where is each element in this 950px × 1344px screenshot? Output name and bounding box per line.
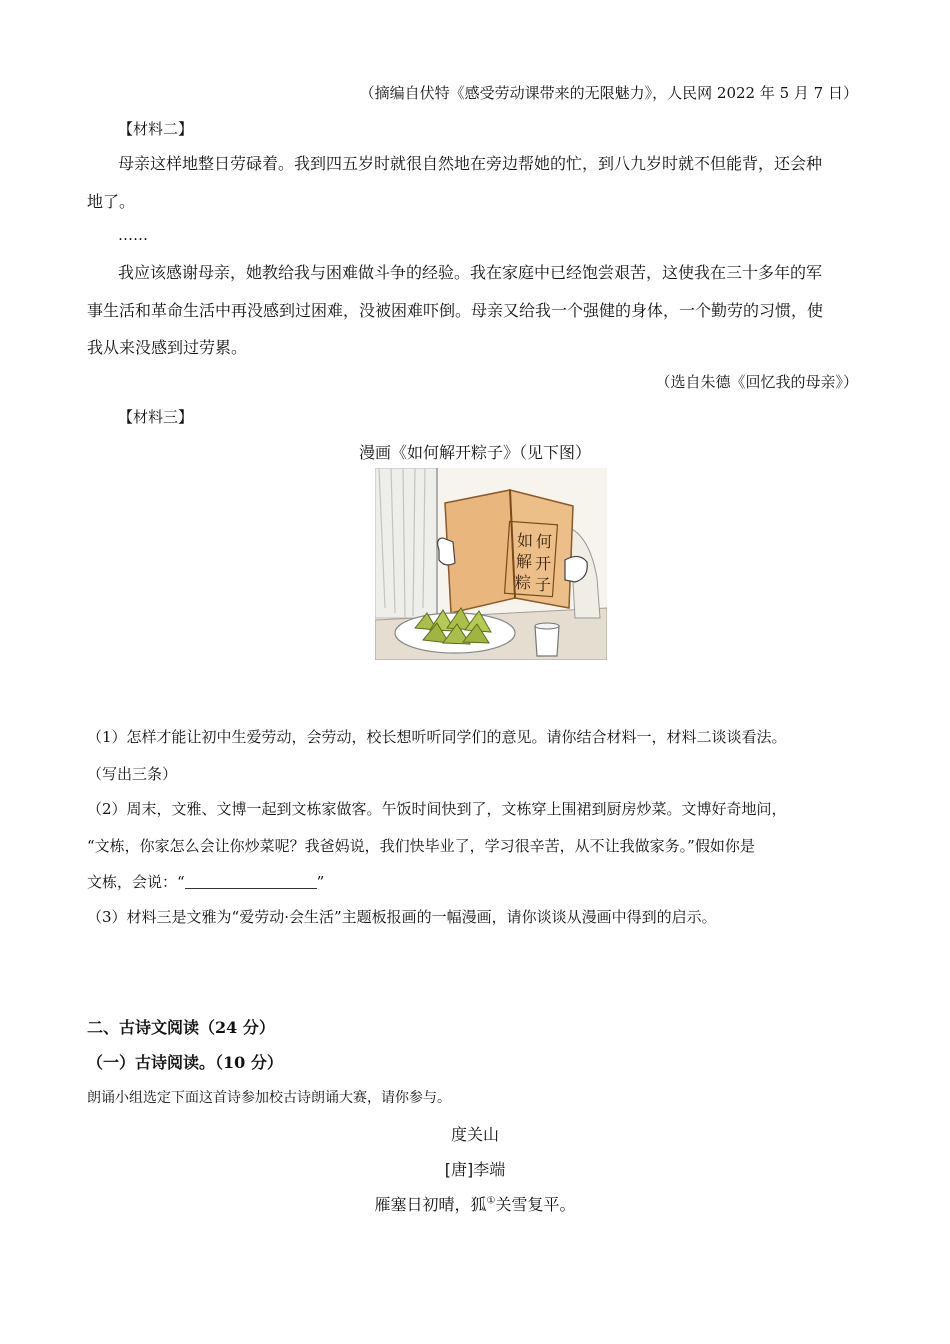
poem-author: [唐]李端 (444, 1160, 506, 1179)
question-1-line2: （写出三条） (87, 765, 178, 783)
question-2-prefix: 文栋，会说：“ (87, 873, 185, 891)
answer-blank[interactable] (185, 874, 317, 889)
source-citation-2: （选自朱德《回忆我的母亲》） (655, 373, 858, 391)
book-left-page (445, 490, 515, 613)
poem-line-1 (0, 1192, 950, 1215)
book-char-3: 解 (516, 552, 533, 571)
question-2-line2: “文栋，你家怎么会让你炒菜呢？我爸妈说，我们快毕业了，学习很辛苦，从不让我做家务。”假如你是 (87, 837, 755, 855)
material2-paragraph1-line2: 地了。 (87, 192, 136, 211)
poem-line-1-part-b: 关雪复平。 (495, 1195, 576, 1214)
left-hand (438, 538, 455, 565)
section-2-title: 二、古诗文阅读（24 分） (87, 1018, 275, 1037)
book-char-2: 何 (536, 532, 553, 551)
section-2-subsection-1: （一）古诗阅读。（10 分） (87, 1053, 283, 1072)
book-char-4: 开 (535, 554, 552, 573)
question-2-suffix: ” (316, 873, 325, 891)
material2-ellipsis: …… (118, 226, 148, 244)
book-char-6: 子 (535, 575, 552, 594)
question-2-line3 (87, 871, 324, 892)
poem-title: 度关山 (450, 1125, 499, 1144)
material2-paragraph2-line2: 事生活和革命生活中再没感到过困难，没被困难吓倒。母亲又给我一个强健的身体，一个勤劳的习惯，使 (87, 301, 824, 320)
material2-paragraph2-line1: 我应该感谢母亲，她教给我与困难做斗争的经验。我在家庭中已经饱尝艰苦，这使我在三十多年的军 (118, 263, 823, 282)
comic-illustration (375, 468, 607, 660)
cup-rim (535, 623, 559, 629)
cup (535, 626, 559, 656)
material2-paragraph2-line3: 我从来没感到过劳累。 (87, 338, 248, 357)
material3-heading: 【材料三】 (118, 408, 194, 426)
question-3-line1: （3）材料三是文雅为“爱劳动·会生活”主题板报画的一幅漫画，请你谈谈从漫画中得到的启示。 (87, 908, 717, 926)
material2-heading: 【材料二】 (118, 120, 194, 138)
question-2-line1: （2）周末，文雅、文博一起到文栋家做客。午饭时间快到了，文栋穿上围裙到厨房炒菜。文博好奇地问， (87, 800, 787, 818)
section-2-intro: 朗诵小组选定下面这首诗参加校古诗朗诵大赛，请你参与。 (87, 1090, 451, 1106)
material2-paragraph1-line1: 母亲这样地整日劳碌着。我到四五岁时就很自然地在旁边帮她的忙，到八九岁时就不但能背，还会种 (118, 154, 823, 173)
source-citation-1: （摘编自伏特《感受劳动课带来的无限魅力》，人民网 2022 年 5 月 7 日） (359, 84, 858, 102)
poem-line-1-part-a: 雁塞日初晴，狐 (374, 1195, 487, 1214)
comic-caption: 漫画《如何解开粽子》（见下图） (358, 443, 591, 462)
question-1-line1: （1）怎样才能让初中生爱劳动，会劳动，校长想听听同学们的意见。请你结合材料一，材料二谈谈看法。 (87, 728, 787, 746)
footnote-marker: ① (486, 1195, 496, 1207)
book-char-1: 如 (517, 531, 534, 550)
book-char-5: 粽 (515, 573, 532, 592)
